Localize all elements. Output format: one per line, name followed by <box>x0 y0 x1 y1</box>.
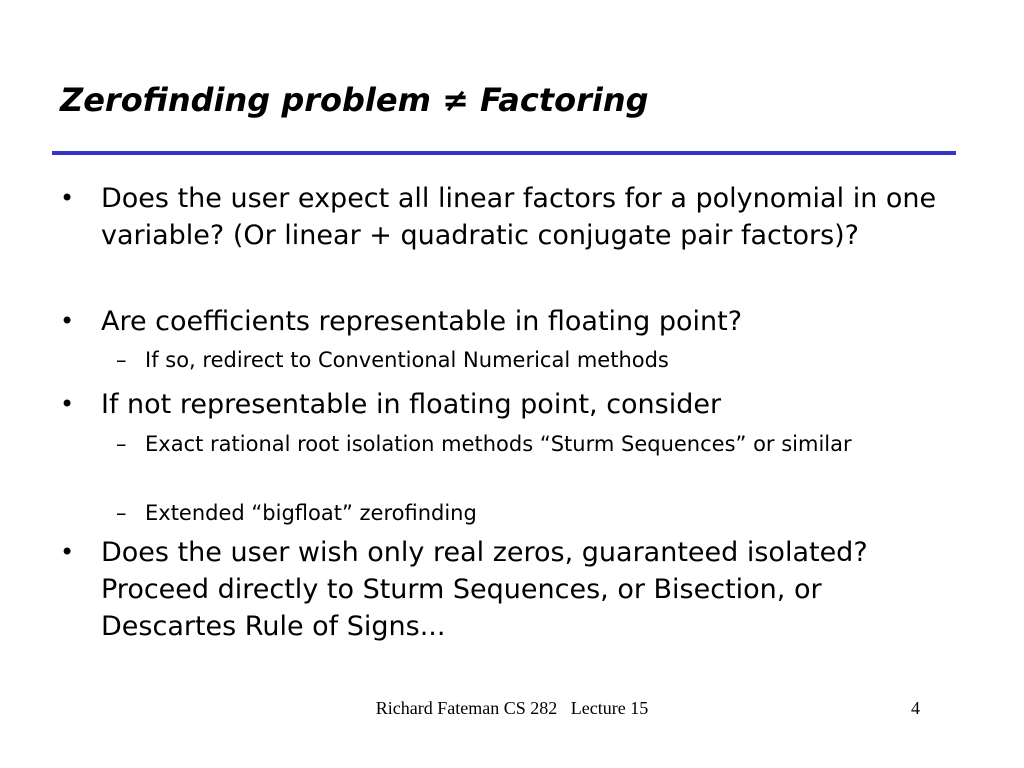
sub-bullet-item <box>116 346 966 374</box>
sub-bullet-item <box>116 430 966 458</box>
page-number: 4 <box>911 698 920 718</box>
bullet-item <box>60 303 960 340</box>
bullet-item <box>60 386 960 423</box>
sub-bullet-text: If so, redirect to Conventional Numerical methods <box>145 348 669 372</box>
footer-text: Richard Fateman CS 282 Lecture 15 <box>375 698 649 718</box>
sub-bullet-item <box>116 499 966 527</box>
bullet-marker: • <box>60 184 75 212</box>
dash-marker: – <box>116 348 127 372</box>
bullet-text: If not representable in floating point, consider <box>101 389 722 420</box>
dash-marker: – <box>116 501 127 525</box>
title-divider <box>52 151 956 155</box>
bullet-marker: • <box>60 390 75 418</box>
bullet-marker: • <box>60 538 75 566</box>
bullet-marker: • <box>60 307 75 335</box>
dash-marker: – <box>116 432 127 456</box>
bullet-text: Are coefficients representable in floating point? <box>101 306 743 337</box>
slide-title: Zerofinding problem ≠ Factoring <box>60 81 649 119</box>
bullet-text: Does the user expect all linear factors for a polynomial in one variable? (Or linear + quadratic conjugate pair factors)? <box>101 183 937 251</box>
sub-bullet-text: Exact rational root isolation methods “Sturm Sequences” or similar <box>145 432 852 456</box>
sub-bullet-text: Extended “bigfloat” zerofinding <box>145 501 477 525</box>
bullet-text: Does the user wish only real zeros, guaranteed isolated? Proceed directly to Sturm Sequences, or Bisection, or Descartes Rule of Signs... <box>101 537 868 642</box>
bullet-item <box>60 534 960 645</box>
bullet-item <box>60 180 960 254</box>
